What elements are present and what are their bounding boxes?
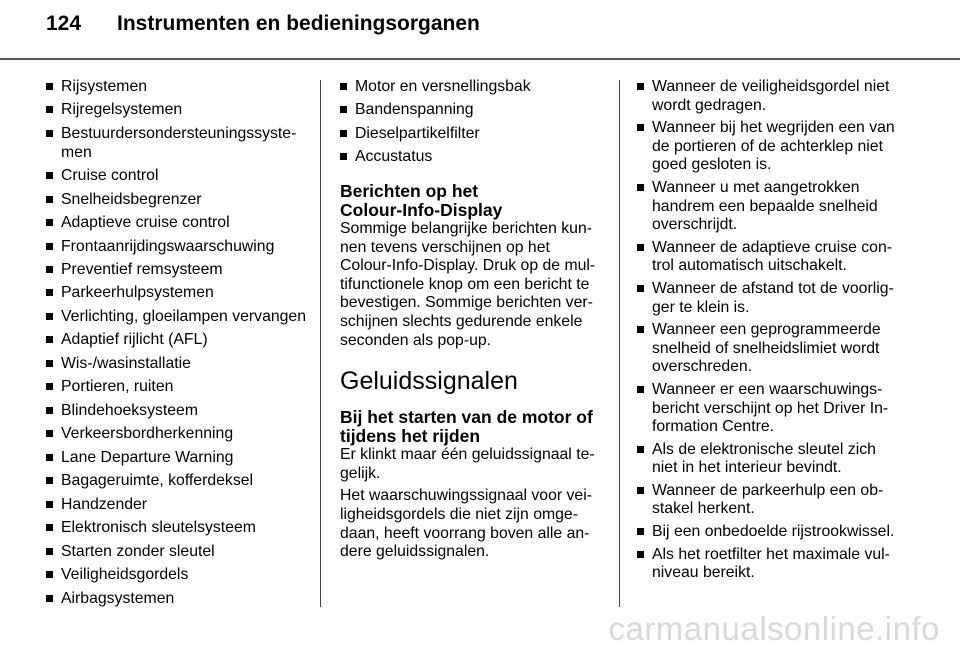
list-item: Starten zonder sleutel [46,543,314,562]
section-text-seatbelt-signal: Het waarschuwingssignaal voor vei- ligheidsgordels die niet zijn omge- daan, heeft voorrang boven alle an- dere geluidssignalen. [340,487,592,561]
column-left [46,78,314,613]
list-item: Rijsystemen [46,78,314,97]
list-item: Parkeerhulpsystemen [46,284,314,303]
list-item: Wanneer de adaptieve cruise con- trol automatisch uitschakelt. [637,239,917,276]
list-item: Adaptief rijlicht (AFL) [46,331,314,350]
list-item: Bestuurdersondersteuningssyste- men [46,125,314,162]
column-middle [340,78,602,562]
list-item: Wanneer een geprogrammeerde snelheid of snelheidslimiet wordt overschreden. [637,321,917,377]
list-item: Portieren, ruiten [46,378,314,397]
column-right [637,78,917,587]
column-divider [320,80,321,607]
list-item: Als het roetfilter het maximale vul- niveau bereikt. [637,546,917,583]
list-item: Snelheidsbegrenzer [46,191,314,210]
list-item: Adaptieve cruise control [46,214,314,233]
list-item: Bij een onbedoelde rijstrookwissel. [637,523,917,542]
list-item: Frontaanrijdingswaarschuwing [46,238,314,257]
list-item: Bandenspanning [340,101,602,120]
list-item: Wanneer de parkeerhulp een ob- stakel herkent. [637,482,917,519]
list-item: Wis-/wasinstallatie [46,355,314,374]
header-rule [0,58,960,60]
list-item: Cruise control [46,167,314,186]
section-heading-starten-rijden: Bij het starten van de motor of tijdens het rijden [340,407,593,447]
topic-list [46,78,314,608]
page-header [0,0,960,60]
chapter-heading-geluidssignalen: Geluidssignalen [340,367,518,396]
list-item: Lane Departure Warning [46,449,314,468]
watermark-text: carmanualsonline.info [608,610,940,647]
list-item: Blindehoeksysteem [46,402,314,421]
list-item: Airbagsystemen [46,590,314,609]
list-item: Motor en versnellingsbak [340,78,602,97]
list-item: Bagageruimte, kofferdeksel [46,472,314,491]
list-item: Rijregelsystemen [46,101,314,120]
list-item: Handzender [46,496,314,515]
page-title: Instrumenten en bedieningsorganen [117,12,480,35]
list-item: Wanneer de veiligheidsgordel niet wordt gedragen. [637,78,917,115]
list-item: Dieselpartikelfilter [340,125,602,144]
list-item: Wanneer bij het wegrijden een van de portieren of de achterklep niet goed gesloten is. [637,119,917,175]
list-item: Preventief remsysteem [46,261,314,280]
section-text-one-signal: Er klinkt maar één geluidssignaal te- gelijk. [340,446,595,482]
list-item: Wanneer de afstand tot de voorlig- ger te klein is. [637,280,917,317]
page-number: 124 [46,12,82,35]
list-item: Verkeersbordherkenning [46,425,314,444]
list-item: Als de elektronische sleutel zich niet in het interieur bevindt. [637,441,917,478]
warning-conditions-list [637,78,917,583]
list-item: Wanneer u met aangetrokken handrem een bepaalde snelheid overschrijdt. [637,179,917,235]
list-item: Wanneer er een waarschuwings- bericht verschijnt op het Driver In- formation Centre. [637,381,917,437]
list-item: Veiligheidsgordels [46,566,314,585]
list-item: Elektronisch sleutelsysteem [46,519,314,538]
section-heading-colour-info-display: Berichten op het Colour-Info-Display [340,181,503,221]
list-item: Verlichting, gloeilampen vervangen [46,308,314,327]
section-text-colour-info-display: Sommige belangrijke berichten kun- nen tevens verschijnen op het Colour-Info-Display. Druk op de mul- tifunctionele knop om een bericht te bevestigen. Sommige berichten ver- schijnen slechts gedurende enkele seconden als pop-up. [340,220,596,349]
topic-list-continued [340,78,602,167]
list-item: Accustatus [340,148,602,167]
column-divider [619,80,620,607]
